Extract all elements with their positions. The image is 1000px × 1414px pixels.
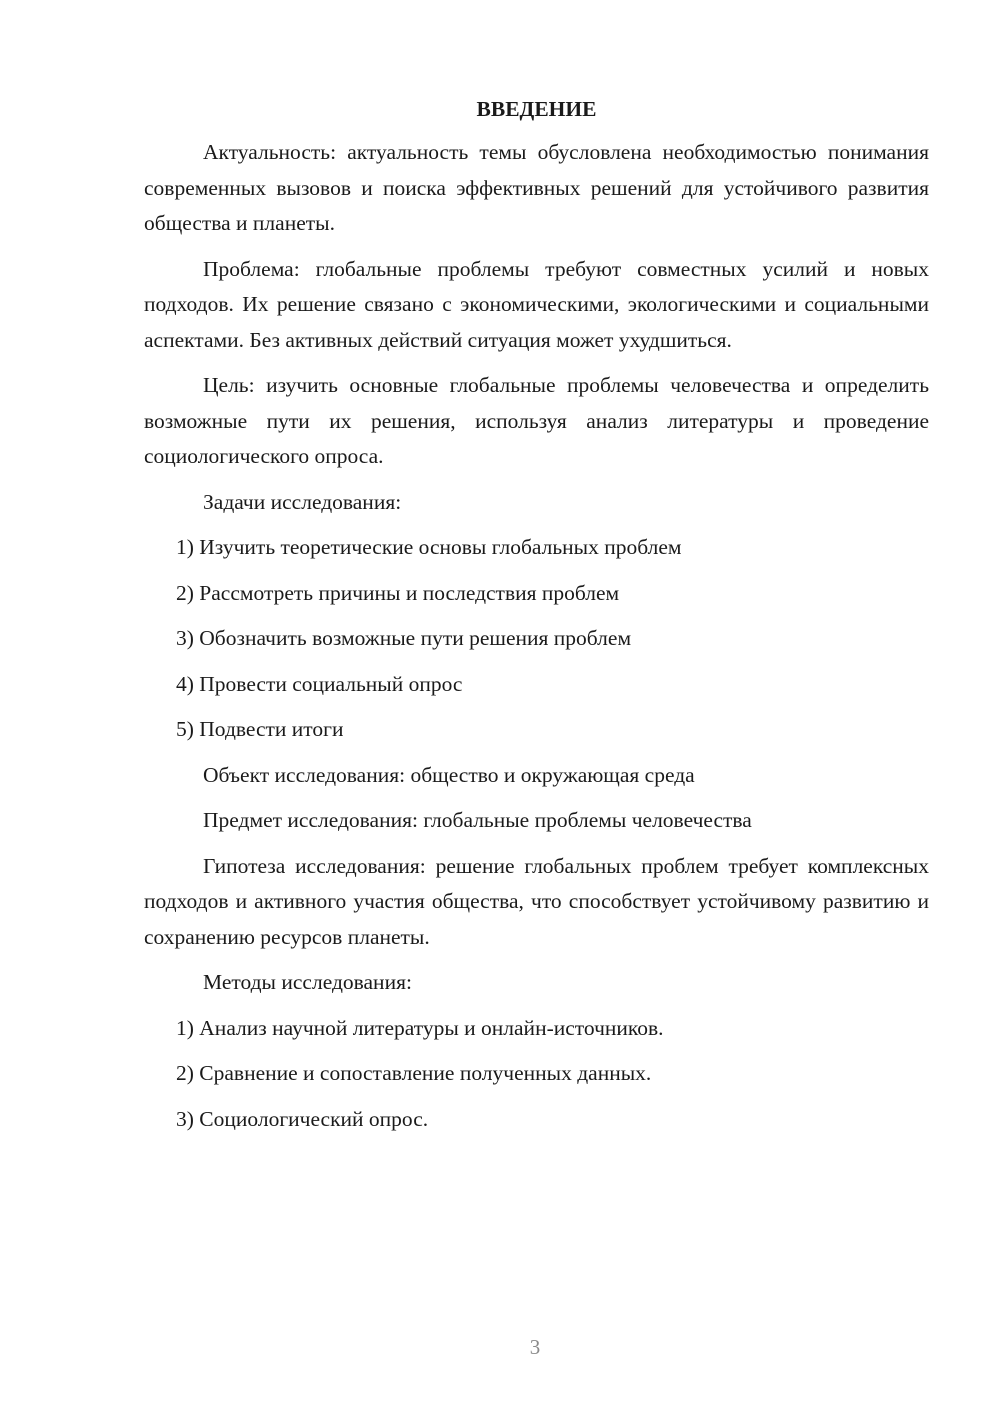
task-item: 2) Рассмотреть причины и последствия проблем <box>176 580 620 605</box>
page-number: 3 <box>529 1335 541 1359</box>
hypothesis-paragraph: Гипотеза исследования: решение глобальных проблем требует комплексных подходов и активного участия общества, что способствует устойчивому развитию и сохранению ресурсов планеты. <box>144 853 929 949</box>
subject-paragraph: Предмет исследования: глобальные проблемы человечества <box>203 808 752 832</box>
methods-heading: Методы исследования: <box>203 970 412 994</box>
task-item: 4) Провести социальный опрос <box>176 671 463 696</box>
problem-paragraph: Проблема: глобальные проблемы требуют совместных усилий и новых подходов. Их решение связано с экономическими, экологическими и социальными аспектами. Без активных действий ситуация может ухудшиться. <box>144 256 929 352</box>
method-item: 2) Сравнение и сопоставление полученных данных. <box>176 1061 652 1085</box>
task-item: 1) Изучить теоретические основы глобальных проблем <box>176 535 682 559</box>
task-item: 5) Подвести итоги <box>176 717 344 741</box>
goal-paragraph: Цель: изучить основные глобальные проблемы человечества и определить возможные пути их решения, используя анализ литературы и проведение социологического опроса. <box>144 373 929 468</box>
tasks-heading: Задачи исследования: <box>203 489 402 514</box>
object-paragraph: Объект исследования: общество и окружающая среда <box>203 762 695 787</box>
document-body <box>144 92 929 1147</box>
method-item: 3) Социологический опрос. <box>176 1106 429 1131</box>
task-item: 3) Обозначить возможные пути решения проблем <box>176 626 632 650</box>
section-title: ВВЕДЕНИЕ <box>476 97 597 121</box>
method-item: 1) Анализ научной литературы и онлайн-источников. <box>176 1015 664 1040</box>
relevance-paragraph: Актуальность: актуальность темы обусловлена необходимостью понимания современных вызовов и поиска эффективных решений для устойчивого развития общества и планеты. <box>144 140 929 235</box>
